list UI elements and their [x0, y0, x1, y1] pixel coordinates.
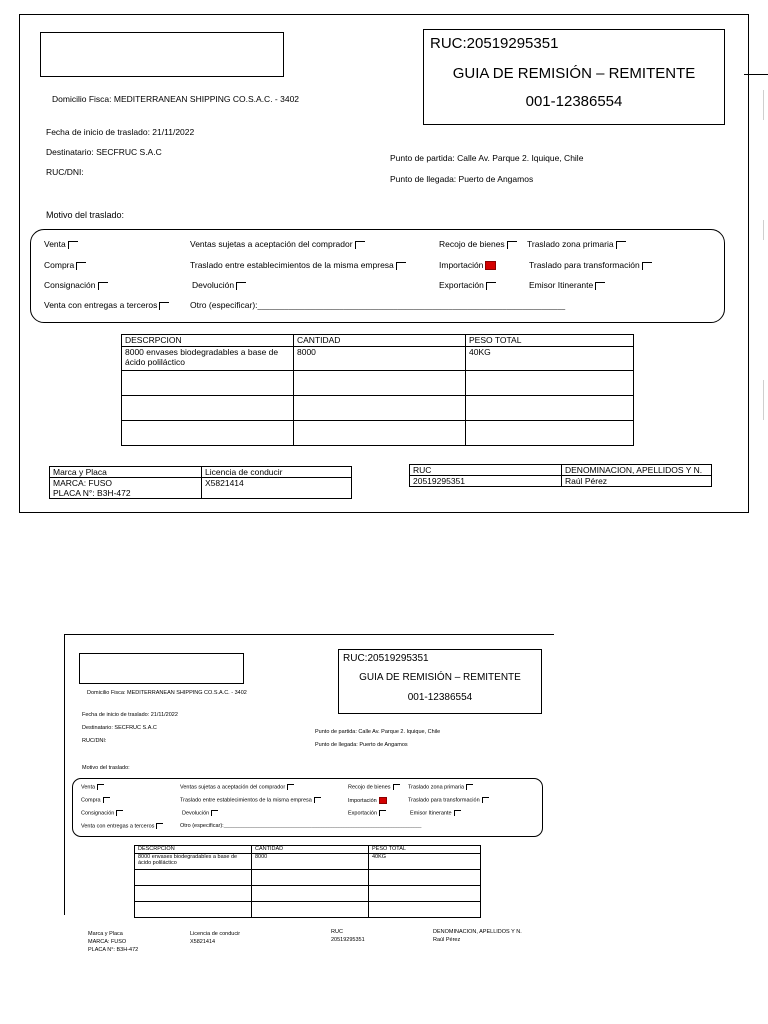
motivo-zona-primaria-label-small: Traslado zona primaria: [408, 784, 465, 791]
checkbox-recojo-small[interactable]: [393, 784, 400, 790]
header-ruc-small: RUC: [331, 929, 343, 935]
cell-cantidad: 8000: [294, 347, 466, 371]
table-row: [135, 854, 481, 870]
placa-text: PLACA N°: B3H-472: [53, 488, 131, 498]
cell-peso-small: 40KG: [369, 854, 481, 870]
motivo-devolucion-label-small: Devolución: [182, 810, 210, 817]
carrier-header-row: [410, 465, 712, 476]
checkbox-ventas-sujetas-small[interactable]: [287, 784, 294, 790]
checkbox-compra[interactable]: [76, 262, 86, 270]
motivo-traslado-establecimientos-small: [180, 797, 321, 803]
checkbox-recojo[interactable]: [507, 241, 517, 249]
header-cantidad-small: CANTIDAD: [252, 846, 369, 854]
table-row: [122, 396, 634, 421]
motivo-zona-primaria: [527, 239, 626, 249]
checkbox-transformacion-small[interactable]: [482, 797, 489, 803]
motivo-exportacion: [439, 280, 496, 290]
ruc-header-box: [423, 29, 725, 125]
header-peso-total: PESO TOTAL: [466, 335, 634, 347]
licencia-block-small: [190, 930, 240, 946]
ruc-header-small: RUC:20519295351: [343, 653, 429, 664]
motivo-devolucion: [192, 280, 246, 290]
checkbox-venta-terceros-small[interactable]: [156, 823, 163, 829]
goods-table-small: [134, 845, 481, 918]
motivo-venta-label-small: Venta: [81, 784, 96, 791]
guia-remision-document-small: [64, 634, 554, 960]
goods-header-row: [122, 335, 634, 347]
motivo-recojo: [439, 239, 517, 249]
destinatario-text: Destinatario: SECFRUC S.A.C: [46, 147, 162, 157]
motivo-venta-label: Venta: [44, 239, 66, 249]
motivo-label: Motivo del traslado:: [46, 210, 125, 220]
doc-type-title-small: GUIA DE REMISIÓN – REMITENTE: [359, 672, 521, 683]
licencia-text-small: X5821414: [190, 939, 216, 945]
motivo-exportacion-label-small: Exportación: [348, 810, 378, 817]
checkbox-zona-primaria[interactable]: [616, 241, 626, 249]
vehicle-block-small: [88, 930, 138, 954]
checkbox-zona-primaria-small[interactable]: [466, 784, 473, 790]
ruc-header: RUC:20519295351: [430, 35, 559, 52]
side-mark: [763, 220, 764, 240]
checkbox-consignacion-small[interactable]: [116, 810, 123, 816]
punto-partida-text: Punto de partida: Calle Av. Parque 2. Iquique, Chile: [390, 153, 584, 163]
motivo-compra-label-small: Compra: [81, 797, 101, 804]
punto-partida-text-small: Punto de partida: Calle Av. Parque 2. Iquique, Chile: [315, 729, 441, 735]
checkbox-venta-small[interactable]: [97, 784, 104, 790]
doc-number: 001-12386554: [525, 93, 623, 110]
motivo-transformacion-label-small: Traslado para transformación: [408, 797, 480, 804]
checkbox-importacion-checked-small[interactable]: [379, 797, 387, 804]
cell-carrier-nombre: Raúl Pérez: [562, 476, 712, 487]
carrier-table: [409, 464, 712, 487]
motivo-venta-terceros-label: Venta con entregas a terceros: [44, 300, 158, 310]
table-row: [135, 902, 481, 918]
carrier-nombre-text-small: Raúl Pérez: [433, 937, 461, 943]
checkbox-ventas-sujetas[interactable]: [355, 241, 365, 249]
side-mark: [763, 90, 764, 120]
motivo-venta-small: [81, 784, 104, 790]
motivo-transformacion: [529, 260, 652, 270]
cell-marca-placa: [50, 478, 202, 499]
cell-peso: 40KG: [466, 347, 634, 371]
ruc-dni-text: RUC/DNI:: [46, 167, 84, 177]
motivo-devolucion-label: Devolución: [192, 280, 235, 290]
motivo-label-small: Motivo del traslado:: [82, 765, 130, 771]
header-descripcion: DESCRPCION: [122, 335, 294, 347]
header-ruc: RUC: [410, 465, 562, 476]
checkbox-traslado-establecimientos-small[interactable]: [314, 797, 321, 803]
side-connector-line: [744, 74, 768, 75]
vehicle-data-row: [50, 478, 352, 499]
header-marca-placa: Marca y Placa: [50, 467, 202, 478]
fecha-traslado-text-small: Fecha de inicio de traslado: 21/11/2022: [82, 712, 178, 718]
motivo-compra-label: Compra: [44, 260, 75, 270]
ruc-dni-text-small: RUC/DNI:: [82, 738, 107, 744]
motivo-transformacion-small: [408, 797, 489, 803]
motivo-emisor-small: [410, 810, 461, 816]
motivo-ventas-sujetas-label: Ventas sujetas a aceptación del comprador: [190, 239, 353, 249]
motivo-consignacion-label-small: Consignación: [81, 810, 115, 817]
domicilio-text-small: Domicilio Fisca: MEDITERRANEAN SHIPPING CO.S.A.C. - 3402: [87, 690, 247, 696]
header-licencia-small: Licencia de conducir: [190, 931, 241, 937]
motivo-exportacion-small: [348, 810, 386, 816]
checkbox-venta-terceros[interactable]: [159, 302, 169, 310]
doc-type-title: GUIA DE REMISIÓN – REMITENTE: [452, 65, 696, 82]
doc-number-small: 001-12386554: [407, 692, 473, 703]
header-descripcion-small: DESCRPCION: [135, 846, 252, 854]
carrier-ruc-block-small: [331, 928, 365, 944]
carrier-ruc-text-small: 20519295351: [331, 937, 365, 943]
punto-llegada-text: Punto de llegada: Puerto de Angamos: [390, 174, 534, 184]
vehicle-header-row: [50, 467, 352, 478]
motivo-traslado-establecimientos: [190, 260, 406, 270]
motivo-importacion-label-small: Importación: [348, 797, 377, 804]
motivo-compra: [44, 260, 86, 270]
motivo-recojo-small: [348, 784, 400, 790]
header-cantidad: CANTIDAD: [294, 335, 466, 347]
header-marca-placa-small: Marca y Placa: [88, 931, 123, 937]
header-licencia: Licencia de conducir: [202, 467, 352, 478]
header-denominacion-small: DENOMINACION, APELLIDOS Y N.: [433, 929, 522, 935]
motivo-importacion: [439, 260, 496, 270]
checkbox-consignacion[interactable]: [98, 282, 108, 290]
fecha-traslado-text: Fecha de inicio de traslado: 21/11/2022: [46, 127, 195, 137]
header-denominacion: DENOMINACION, APELLIDOS Y N.: [562, 465, 712, 476]
motivo-traslado-establecimientos-label-small: Traslado entre establecimientos de la misma empresa: [180, 797, 312, 804]
motivo-otro-label-small: Otro (especificar):: [180, 823, 224, 829]
checkbox-exportacion-small[interactable]: [379, 810, 386, 816]
motivo-ventas-sujetas-small: [180, 784, 294, 790]
table-row: [122, 371, 634, 396]
carrier-nombre-block-small: [433, 928, 522, 944]
carrier-data-row: [410, 476, 712, 487]
marca-text: MARCA: FUSO: [53, 478, 113, 488]
cell-licencia: X5821414: [202, 478, 352, 499]
goods-header-row-small: [135, 846, 481, 854]
motivo-otro-label: Otro (especificar):: [190, 300, 258, 310]
cell-descripcion: 8000 envases biodegradables a base de ácido poliláctico: [122, 347, 294, 371]
motivo-venta-terceros-label-small: Venta con entregas a terceros: [81, 823, 155, 830]
motivo-importacion-small: [348, 797, 387, 804]
logo-placeholder-box-small: [79, 653, 244, 684]
motivo-otro-line-small[interactable]: _______________________________________________________________________________: [223, 823, 422, 828]
cell-carrier-ruc: 20519295351: [410, 476, 562, 487]
motivo-otro: [190, 300, 565, 310]
table-row: [122, 347, 634, 371]
side-mark: [763, 380, 764, 420]
checkbox-exportacion[interactable]: [486, 282, 496, 290]
checkbox-emisor[interactable]: [595, 282, 605, 290]
vehicle-table: [49, 466, 352, 499]
motivo-traslado-establecimientos-label: Traslado entre establecimientos de la misma empresa: [190, 260, 394, 270]
motivo-venta-terceros: [44, 300, 169, 310]
placa-text-small: PLACA N°: B3H-472: [88, 947, 139, 953]
motivo-compra-small: [81, 797, 110, 803]
cell-cantidad-small: 8000: [252, 854, 369, 870]
motivo-consignacion-label: Consignación: [44, 280, 96, 290]
document-left-edge: [64, 635, 65, 915]
header-peso-total-small: PESO TOTAL: [369, 846, 481, 854]
checkbox-importacion-checked[interactable]: [485, 261, 496, 270]
checkbox-compra-small[interactable]: [103, 797, 110, 803]
checkbox-transformacion[interactable]: [642, 262, 652, 270]
motivo-transformacion-label: Traslado para transformación: [529, 260, 640, 270]
motivo-zona-primaria-label: Traslado zona primaria: [527, 239, 614, 249]
checkbox-venta[interactable]: [68, 241, 78, 249]
logo-placeholder-box: [40, 32, 284, 77]
motivo-emisor: [529, 280, 605, 290]
table-row: [122, 421, 634, 446]
table-row: [135, 886, 481, 902]
motivo-emisor-label-small: Emisor Itinerante: [410, 810, 452, 817]
checkbox-emisor-small[interactable]: [454, 810, 461, 816]
motivo-zona-primaria-small: [408, 784, 473, 790]
motivo-recojo-label-small: Recojo de bienes: [348, 784, 391, 791]
table-row: [135, 870, 481, 886]
cell-descripcion-small: 8000 envases biodegradables a base de ácido poliláctico: [135, 854, 252, 870]
guia-remision-document-large: [19, 14, 749, 513]
punto-llegada-text-small: Punto de llegada: Puerto de Angamos: [315, 742, 408, 748]
ruc-header-box-small: [338, 649, 542, 714]
motivo-recojo-label: Recojo de bienes: [439, 239, 505, 249]
motivo-importacion-label: Importación: [439, 260, 484, 270]
domicilio-text: Domicilio Fisca: MEDITERRANEAN SHIPPING CO.S.A.C. - 3402: [52, 94, 300, 104]
checkbox-traslado-establecimientos[interactable]: [396, 262, 406, 270]
motivo-consignacion: [44, 280, 108, 290]
motivo-otro-line[interactable]: _______________________________________________________________________________: [257, 303, 566, 310]
motivo-emisor-label: Emisor Itinerante: [529, 280, 594, 290]
motivo-venta-terceros-small: [81, 823, 163, 829]
motivo-consignacion-small: [81, 810, 123, 816]
motivo-venta: [44, 239, 78, 249]
goods-table: [121, 334, 634, 446]
motivo-exportacion-label: Exportación: [439, 280, 484, 290]
checkbox-devolucion-small[interactable]: [211, 810, 218, 816]
marca-text-small: MARCA: FUSO: [88, 939, 127, 945]
motivo-ventas-sujetas-label-small: Ventas sujetas a aceptación del comprador: [180, 784, 286, 791]
checkbox-devolucion[interactable]: [236, 282, 246, 290]
destinatario-text-small: Destinatario: SECFRUC S.A.C: [82, 725, 157, 731]
motivo-otro-small: [180, 823, 421, 829]
motivo-devolucion-small: [182, 810, 218, 816]
motivo-ventas-sujetas: [190, 239, 365, 249]
